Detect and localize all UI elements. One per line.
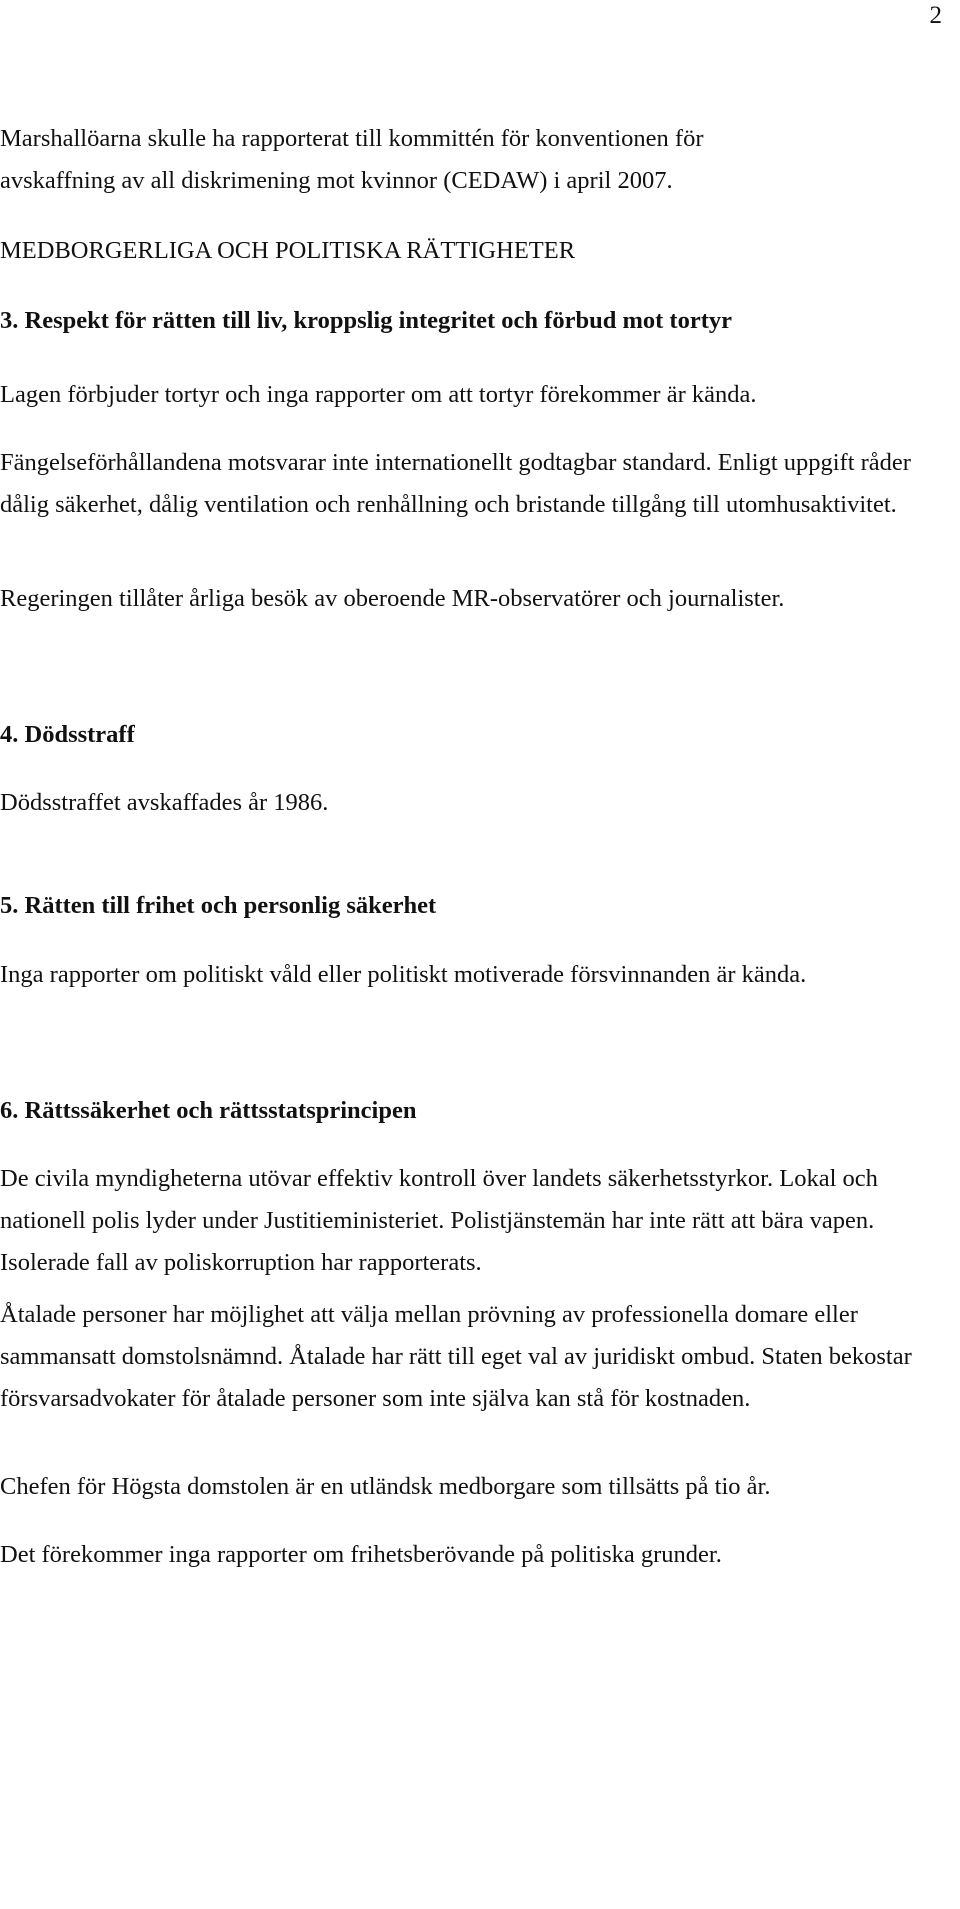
section-3-paragraph-2: Fängelseförhållandena motsvarar inte internationellt godtagbar standard. Enligt uppgift råder dålig säkerhet, dålig ventilation och renhållning och bristande tillgång till utomhusaktivitet. — [0, 449, 911, 518]
section-3-paragraph-3: Regeringen tillåter årliga besök av oberoende MR-observatörer och journalister. — [0, 585, 785, 612]
section-5-paragraph-1: Inga rapporter om politiskt våld eller politiskt motiverade försvinnanden är kända. — [0, 961, 807, 988]
intro-line-1: Marshallöarna skulle ha rapporterat till kommittén för konventionen för — [0, 125, 704, 152]
section-4-paragraph-1: Dödsstraffet avskaffades år 1986. — [0, 789, 329, 816]
section-6-paragraph-2: Åtalade personer har möjlighet att välja mellan prövning av professionella domare eller sammansatt domstolsnämnd. Åtalade har rätt till eget val av juridiskt ombud. Staten bekostar försvarsadvokater för åtalade personer som inte själva kan stå för kostnaden. — [0, 1301, 912, 1412]
intro-line-2: avskaffning av all diskrimening mot kvinnor (CEDAW) i april 2007. — [0, 167, 673, 194]
section-3-paragraph-1: Lagen förbjuder tortyr och inga rapporter om att tortyr förekommer är kända. — [0, 381, 757, 408]
section-6-paragraph-3: Chefen för Högsta domstolen är en utländsk medborgare som tillsätts på tio år. — [0, 1473, 771, 1500]
section-6-paragraph-4: Det förekommer inga rapporter om frihetsberövande på politiska grunder. — [0, 1541, 722, 1568]
page-number: 2 — [929, 2, 942, 29]
section-title: MEDBORGERLIGA OCH POLITISKA RÄTTIGHETER — [0, 237, 576, 264]
section-6-paragraph-1: De civila myndigheterna utövar effektiv kontroll över landets säkerhetsstyrkor. Lokal och nationell polis lyder under Justitieministeriet. Polistjänstemän har inte rätt att bära vapen. Isolerade fall av poliskorruption har rapporterats. — [0, 1165, 878, 1276]
section-6-heading: 6. Rättssäkerhet och rättsstatsprincipen — [0, 1097, 417, 1124]
section-4-heading: 4. Dödsstraff — [0, 721, 135, 748]
section-3-heading: 3. Respekt för rätten till liv, kroppslig integritet och förbud mot tortyr — [0, 307, 732, 334]
intro-paragraph — [0, 118, 950, 202]
section-5-heading: 5. Rätten till frihet och personlig säkerhet — [0, 892, 437, 919]
